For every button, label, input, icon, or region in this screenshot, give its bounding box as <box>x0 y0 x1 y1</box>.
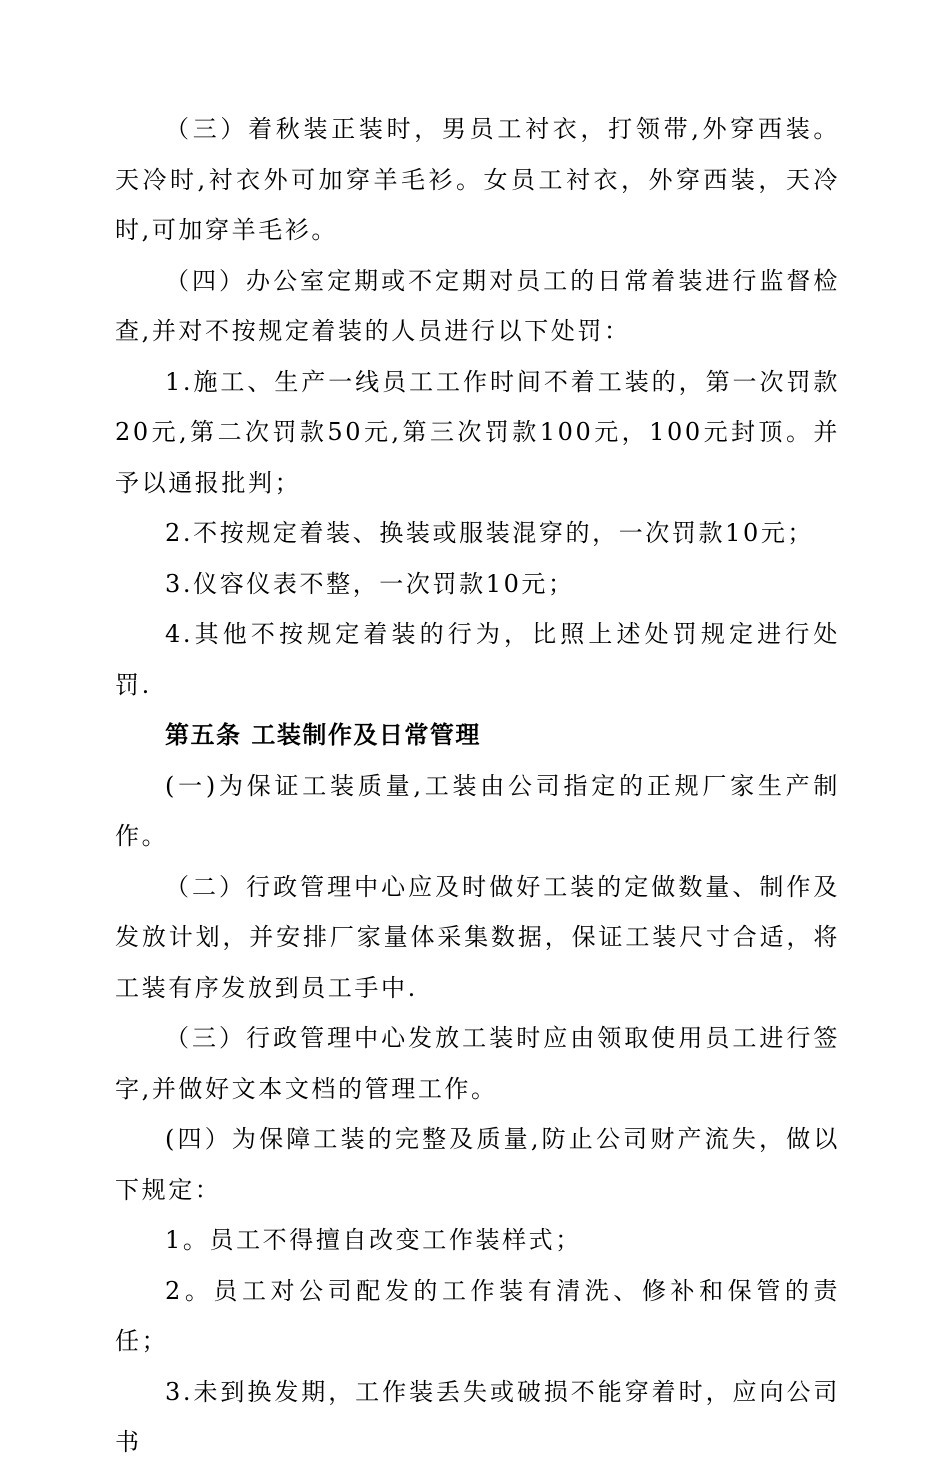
paragraph-autumn-formal-wear: （三）着秋装正装时，男员工衬衣，打领带,外穿西装。天冷时,衬衣外可加穿羊毛衫。女员工衬衣，外穿西装，天冷时,可加穿羊毛衫。 <box>115 115 840 244</box>
paragraph-uniform-quality: (一)为保证工装质量,工装由公司指定的正规厂家生产制作。 <box>115 771 840 850</box>
list-item-rule-2: 2。员工对公司配发的工作装有清洗、修补和保管的责任； <box>115 1276 840 1355</box>
paragraph-office-inspection: （四）办公室定期或不定期对员工的日常着装进行监督检查,并对不按规定着装的人员进行以下处罚： <box>115 266 840 345</box>
paragraph-uniform-protection: (四）为保障工装的完整及质量,防止公司财产流失，做以下规定： <box>115 1125 840 1204</box>
list-item-penalty-3: 3.仪容仪表不整，一次罚款10元； <box>165 569 575 598</box>
document-body <box>115 104 840 1468</box>
section-heading-article-5: 第五条 工装制作及日常管理 <box>165 721 481 749</box>
list-item-rule-3: 3.未到换发期，工作装丢失或破损不能穿着时，应向公司书 <box>115 1377 840 1456</box>
paragraph-distribution-signing: （三）行政管理中心发放工装时应由领取使用员工进行签字,并做好文本文档的管理工作。 <box>115 1024 840 1103</box>
list-item-penalty-2: 2.不按规定着装、换装或服装混穿的，一次罚款10元； <box>165 519 815 547</box>
list-item-rule-1: 1。员工不得擅自改变工作装样式； <box>165 1226 582 1254</box>
paragraph-production-plan: （二）行政管理中心应及时做好工装的定做数量、制作及发放计划，并安排厂家量体采集数据，保证工装尺寸合适，将工装有序发放到员工手中. <box>115 872 840 1002</box>
list-item-penalty-4: 4.其他不按规定着装的行为，比照上述处罚规定进行处罚. <box>115 620 840 699</box>
list-item-penalty-1: 1.施工、生产一线员工工作时间不着工装的，第一次罚款20元,第二次罚款50元,第三次罚款100元，100元封顶。并予以通报批判； <box>115 367 840 497</box>
